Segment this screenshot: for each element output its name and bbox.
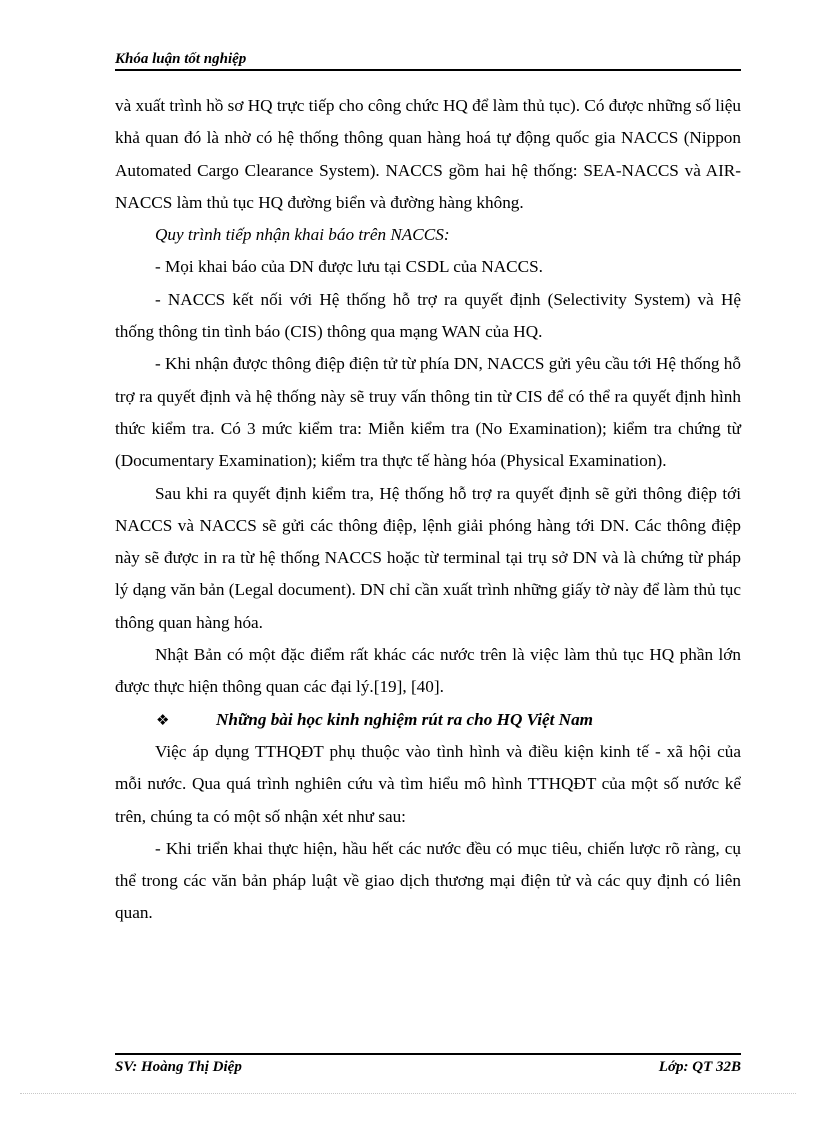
paragraph-lessons: Việc áp dụng TTHQĐT phụ thuộc vào tình hình và điều kiện kinh tế - xã hội của mỗi nước. Qua quá trình nghiên cứu và tìm hiểu mô hình TTHQĐT của một số nước kể trên, chúng ta có một số nhận xét như sau: (115, 741, 741, 826)
paragraph-item-1: - Mọi khai báo của DN được lưu tại CSDL của NACCS. (155, 257, 543, 277)
section-heading (115, 704, 741, 736)
paragraph-decision: Sau khi ra quyết định kiểm tra, Hệ thống hỗ trợ ra quyết định sẽ gửi thông điệp tới NACCS và NACCS sẽ gửi các thông điệp, lệnh giải phóng hàng tới DN. Các thông điệp này sẽ được in ra từ hệ thống NACCS hoặc từ terminal tại trụ sở DN và là chứng từ pháp lý dạng văn bản (Legal document). DN chỉ cần xuất trình những giấy tờ này để làm thủ tục thông quan hàng hóa. (115, 483, 741, 632)
footer-divider (115, 1053, 741, 1055)
page-header (115, 49, 741, 69)
diamond-bullet-icon: ❖ (156, 710, 170, 729)
paragraph-japan: Nhật Bản có một đặc điểm rất khác các nước trên là việc làm thủ tục HQ phần lớn được thực hiện thông quan các đại lý.[19], [40]. (115, 645, 741, 697)
page-bottom-border (20, 1093, 796, 1094)
header-title: Khóa luận tốt nghiệp (115, 51, 247, 67)
paragraph-subheading: Quy trình tiếp nhận khai báo trên NACCS: (155, 225, 450, 245)
section-heading-text: Những bài học kinh nghiệm rút ra cho HQ Việt Nam (216, 709, 594, 729)
footer-class: Lớp: QT 32B (658, 1059, 741, 1075)
paragraph-item-2: - NACCS kết nối với Hệ thống hỗ trợ ra quyết định (Selectivity System) và Hệ thống thông tin tình báo (CIS) thông qua mạng WAN của HQ. (115, 289, 741, 342)
paragraph-continuation: và xuất trình hồ sơ HQ trực tiếp cho công chức HQ để làm thủ tục). Có được những số liệu khả quan đó là nhờ có hệ thống thông quan hàng hoá tự động quốc gia NACCS (Nippon Automated Cargo Clearance System). NACCS gồm hai hệ thống: SEA-NACCS và AIR-NACCS làm thủ tục HQ đường biển và đường hàng không. (115, 96, 741, 212)
paragraph-item-3: - Khi nhận được thông điệp điện tử từ phía DN, NACCS gửi yêu cầu tới Hệ thống hỗ trợ ra quyết định và hệ thống này sẽ truy vấn thông tin từ CIS để có thể ra quyết định hình thức kiểm tra. Có 3 mức kiểm tra: Miễn kiểm tra (No Examination); kiểm tra chứng từ (Documentary Examination); kiểm tra thực tế hàng hóa (Physical Examination). (115, 354, 741, 471)
paragraph-lesson-1: - Khi triển khai thực hiện, hầu hết các nước đều có mục tiêu, chiến lược rõ ràng, cụ thể trong các văn bản pháp luật về giao dịch thương mại điện tử và các quy định có liên quan. (115, 838, 741, 923)
footer-student: SV: Hoàng Thị Diệp (115, 1059, 242, 1075)
document-body (115, 90, 741, 930)
header-divider (115, 69, 741, 71)
